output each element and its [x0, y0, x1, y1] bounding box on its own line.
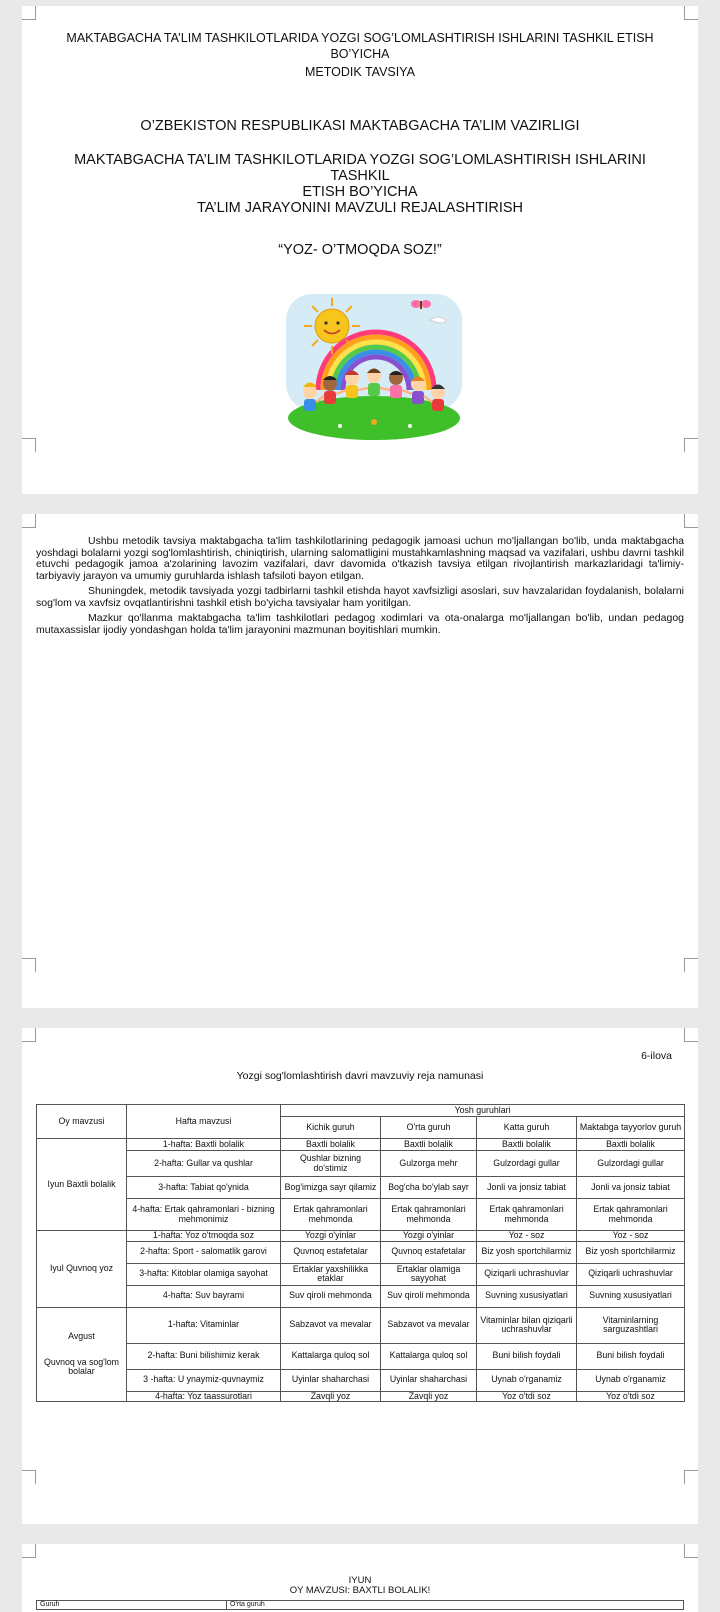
crop-mark — [684, 1544, 698, 1558]
table-cell: Bog'imizga sayr qilamiz — [281, 1177, 381, 1199]
table-row — [37, 1307, 685, 1343]
week-cell: 2-hafta: Gullar va qushlar — [127, 1151, 281, 1177]
cover-title-line: TASHKIL — [330, 168, 390, 184]
next-page-heading — [22, 1576, 698, 1596]
table-cell: Quvnoq estafetalar — [381, 1241, 477, 1263]
table-row — [37, 1343, 685, 1369]
table-cell: Sabzavot va mevalar — [281, 1307, 381, 1343]
table-cell: Baxtli bolalik — [577, 1139, 685, 1151]
table-row — [37, 1241, 685, 1263]
table-cell: Zavqli yoz — [281, 1391, 381, 1402]
table-cell: Suv qiroli mehmonda — [281, 1285, 381, 1307]
table-cell: Uynab o'rganamiz — [477, 1369, 577, 1391]
cover-title — [22, 152, 698, 216]
crop-mark — [22, 1544, 36, 1558]
table-cell: Gulzordagi gullar — [577, 1151, 685, 1177]
table-cell: Ertaklar yaxshilikka etaklar — [281, 1263, 381, 1285]
crop-mark — [684, 514, 698, 528]
table-cell: Vitaminlarning sarguzashtlari — [577, 1307, 685, 1343]
table-row — [37, 1177, 685, 1199]
week-cell: 1-hafta: Yoz o'tmoqda soz — [127, 1231, 281, 1242]
cover-title-line: MAKTABGACHA TA’LIM TASHKILOTLARIDA YOZGI SOG’LOMLASHTIRISH ISHLARINI — [74, 152, 646, 168]
table-cell: Jonli va jonsiz tabiat — [577, 1177, 685, 1199]
table-cell: O'rta guruh — [227, 1601, 684, 1610]
butterfly-icon — [411, 300, 431, 309]
crop-mark — [22, 1470, 36, 1484]
week-cell: 1-hafta: Baxtli bolalik — [127, 1139, 281, 1151]
table-cell: Jonli va jonsiz tabiat — [477, 1177, 577, 1199]
table-cell: Suvning xususiyatlari — [577, 1285, 685, 1307]
table-cell: Buni bilish foydali — [577, 1343, 685, 1369]
table-cell: Kattalarga quloq sol — [381, 1343, 477, 1369]
intro-paragraph: Shuningdek, metodik tavsiyada yozgi tadbirlarni tashkil etishda hayot xavfsizligi asoslari, suv havzalaridan foydalanish, bolalarni sog'lom va xavfsiz ovqatlantirishni tashkil etish bo'yicha tavsiyalar ham yoritilgan. — [36, 585, 684, 609]
plan-page — [22, 1028, 698, 1524]
table-row — [37, 1151, 685, 1177]
table-row — [37, 1391, 685, 1402]
next-page — [22, 1544, 698, 1612]
week-cell: 3 -hafta: U ynaymiz-quvnaymiz — [127, 1369, 281, 1391]
cover-motto: “YOZ- O’TMOQDA SOZ!” — [278, 242, 442, 258]
week-cell: 2-hafta: Buni bilishimiz kerak — [127, 1343, 281, 1369]
intro-page — [22, 514, 698, 1008]
cover-header-line: BO’YICHA — [330, 47, 390, 61]
crop-mark — [684, 438, 698, 452]
table-row — [37, 1285, 685, 1307]
table-cell: Suv qiroli mehmonda — [381, 1285, 477, 1307]
plan-title: Yozgi sog'lomlashtirish davri mavzuviy reja namunasi — [236, 1070, 484, 1082]
week-cell: 4-hafta: Ertak qahramonlari - bizning mehmonimiz — [127, 1199, 281, 1231]
table-cell: Vitaminlar bilan qiziqarli uchrashuvlar — [477, 1307, 577, 1343]
header-group: O'rta guruh — [381, 1117, 477, 1139]
table-cell: Ertak qahramonlari mehmonda — [477, 1199, 577, 1231]
table-cell: Quvnoq estafetalar — [281, 1241, 381, 1263]
table-row — [37, 1263, 685, 1285]
table-row — [37, 1199, 685, 1231]
children-rainbow-illustration — [280, 290, 468, 440]
month-theme: Quvnoq va sog'lom bolalar — [43, 1356, 120, 1377]
thematic-plan-table — [36, 1104, 685, 1402]
header-week: Hafta mavzusi — [127, 1105, 281, 1139]
table-cell: Gulzorga mehr — [381, 1151, 477, 1177]
cover-header — [22, 30, 698, 80]
next-theme: OY MAVZUSI: BAXTLI BOLALIK! — [289, 1585, 431, 1596]
table-cell: Uynab o'rganamiz — [577, 1369, 685, 1391]
week-cell: 3-hafta: Tabiat qo'ynida — [127, 1177, 281, 1199]
crop-mark — [22, 514, 36, 528]
table-cell: Sabzavot va mevalar — [381, 1307, 477, 1343]
month-cell: Iyun Baxtli bolalik — [37, 1139, 127, 1231]
table-cell: Uyinlar shaharchasi — [281, 1369, 381, 1391]
intro-paragraph: Mazkur qo'llanma maktabgacha ta'lim tashkilotlari pedagog xodimlari va ota-onalarga mo'ljallangan bo'lib, undan pedagog mutaxassislar ijodiy yondashgan holda ta'lim jarayonini mazmunan boyitishlari mumkin. — [36, 612, 684, 636]
week-cell: 2-hafta: Sport - salomatlik garovi — [127, 1241, 281, 1263]
crop-mark — [22, 438, 36, 452]
month-label: Avgust — [68, 1331, 95, 1341]
cover-title-line: TA’LIM JARAYONINI MAVZULI REJALASHTIRISH — [196, 200, 524, 216]
month-cell — [37, 1307, 127, 1402]
table-row — [37, 1139, 685, 1151]
table-cell: Kattalarga quloq sol — [281, 1343, 381, 1369]
table-cell: Yoz o'tdi soz — [577, 1391, 685, 1402]
cover-page — [22, 6, 698, 494]
table-cell: Bog'cha bo'ylab sayr — [381, 1177, 477, 1199]
crop-mark — [684, 6, 698, 20]
crop-mark — [22, 1028, 36, 1042]
crop-mark — [684, 1470, 698, 1484]
table-cell: Ertak qahramonlari mehmonda — [281, 1199, 381, 1231]
crop-mark — [684, 1028, 698, 1042]
table-cell: Qiziqarli uchrashuvlar — [577, 1263, 685, 1285]
annex-label: 6-ilova — [641, 1050, 672, 1062]
crop-mark — [22, 958, 36, 972]
table-cell: Qushlar bizning do'stimiz — [281, 1151, 381, 1177]
table-row — [37, 1369, 685, 1391]
table-cell: Yozgi o'yinlar — [281, 1231, 381, 1242]
table-cell: Gulzordagi gullar — [477, 1151, 577, 1177]
intro-text — [36, 536, 684, 636]
table-cell: Baxtli bolalik — [477, 1139, 577, 1151]
table-cell: Zavqli yoz — [381, 1391, 477, 1402]
table-cell: Baxtli bolalik — [281, 1139, 381, 1151]
next-month: IYUN — [348, 1575, 372, 1586]
week-cell: 4-hafta: Suv bayrami — [127, 1285, 281, 1307]
table-cell: Uyinlar shaharchasi — [381, 1369, 477, 1391]
header-group: Maktabga tayyorlov guruh — [577, 1117, 685, 1139]
cover-header-line: MAKTABGACHA TA’LIM TASHKILOTLARIDA YOZGI SOG’LOMLASHTIRISH ISHLARINI TASHKIL ETISH — [66, 31, 654, 45]
table-cell: Yozgi o'yinlar — [381, 1231, 477, 1242]
table-cell: Ertak qahramonlari mehmonda — [577, 1199, 685, 1231]
week-cell: 3-hafta: Kitoblar olamiga sayohat — [127, 1263, 281, 1285]
week-cell: 4-hafta: Yoz taassurotlari — [127, 1391, 281, 1402]
table-cell: Qiziqarli uchrashuvlar — [477, 1263, 577, 1285]
table-cell: Biz yosh sportchilarmiz — [577, 1241, 685, 1263]
crop-mark — [22, 6, 36, 20]
table-cell: Yoz - soz — [477, 1231, 577, 1242]
crop-mark — [684, 958, 698, 972]
header-month: Oy mavzusi — [37, 1105, 127, 1139]
table-cell: Biz yosh sportchilarmiz — [477, 1241, 577, 1263]
ministry-name: O’ZBEKISTON RESPUBLIKASI MAKTABGACHA TA’LIM VAZIRLIGI — [140, 118, 580, 134]
table-cell: Suvning xususiyatlari — [477, 1285, 577, 1307]
table-cell: Guruh — [37, 1601, 227, 1610]
cover-header-line: METODIK TAVSIYA — [305, 65, 415, 79]
table-cell: Ertaklar olamiga sayyohat — [381, 1263, 477, 1285]
table-cell: Baxtli bolalik — [381, 1139, 477, 1151]
week-cell: 1-hafta: Vitaminlar — [127, 1307, 281, 1343]
header-age-groups: Yosh guruhlari — [281, 1105, 685, 1117]
table-cell: Buni bilish foydali — [477, 1343, 577, 1369]
month-cell: Iyul Quvnoq yoz — [37, 1231, 127, 1308]
header-group: Katta guruh — [477, 1117, 577, 1139]
table-cell: Ertak qahramonlari mehmonda — [381, 1199, 477, 1231]
intro-paragraph: Ushbu metodik tavsiya maktabgacha ta'lim tashkilotlarining pedagogik jamoasi uchun mo'ljallangan bo'lib, unda maktabgacha yoshdagi bolalarni yozgi sog'lomlashtirish, chiniqtirish, ularning salomatligini mustahkamlashning maqsad va vazifalari, ushbu davrni tashkil etuvchi pedagogik jamoa a'zolarining lavozim vazifalari, davr davomida o'tkazish tavsiya etilgan rivojlantirish markazlaridagi ta'limiy-tarbiyaviy jarayon va umumiy guruhlarda ishlash tafsiloti bayon etilgan. — [36, 535, 684, 582]
table-cell: Yoz o'tdi soz — [477, 1391, 577, 1402]
table-cell: Yoz - soz — [577, 1231, 685, 1242]
header-group: Kichik guruh — [281, 1117, 381, 1139]
table-row — [37, 1231, 685, 1242]
next-table — [36, 1600, 684, 1610]
cover-title-line: ETISH BO’YICHA — [302, 184, 418, 200]
